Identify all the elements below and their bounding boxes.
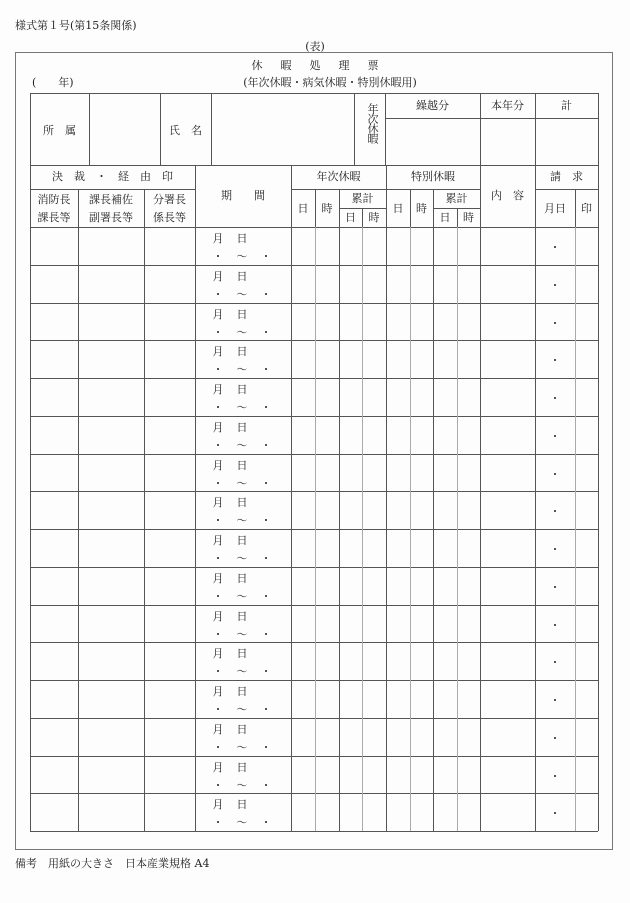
period-month: 月 xyxy=(212,383,224,396)
request-date-dot: ・ xyxy=(549,241,561,254)
period-tilde: 〜 xyxy=(236,741,248,754)
period-dot: ・ xyxy=(212,741,224,754)
title-char: 理 xyxy=(338,59,350,72)
grid-line xyxy=(386,227,387,831)
period-dot: ・ xyxy=(212,514,224,527)
period-dot: ・ xyxy=(212,628,224,641)
annual-cumulative-label: 累計 xyxy=(351,192,374,205)
request-date-dot: ・ xyxy=(549,581,561,594)
grid-line xyxy=(30,303,598,304)
annual-hour-label: 時 xyxy=(321,202,333,215)
grid-line xyxy=(144,227,145,831)
period-month: 月 xyxy=(212,270,224,283)
period-dot: ・ xyxy=(260,590,272,603)
period-month: 月 xyxy=(212,610,224,623)
period-dot: ・ xyxy=(260,816,272,829)
grid-line xyxy=(598,165,599,227)
period-month: 月 xyxy=(212,685,224,698)
period-dot: ・ xyxy=(212,250,224,263)
request-date-dot: ・ xyxy=(549,694,561,707)
period-tilde: 〜 xyxy=(236,628,248,641)
period-month: 月 xyxy=(212,647,224,660)
period-month: 月 xyxy=(212,232,224,245)
period-dot: ・ xyxy=(212,439,224,452)
form-title xyxy=(0,57,630,73)
grid-line xyxy=(30,718,598,719)
period-month: 月 xyxy=(212,723,224,736)
period-day: 日 xyxy=(236,270,248,283)
period-dot: ・ xyxy=(212,363,224,376)
period-day: 日 xyxy=(236,421,248,434)
period-dot: ・ xyxy=(212,477,224,490)
grid-line xyxy=(211,93,212,165)
period-dot: ・ xyxy=(260,363,272,376)
grid-line xyxy=(30,793,598,794)
period-dot: ・ xyxy=(260,779,272,792)
title-char: 票 xyxy=(367,59,379,72)
grid-line xyxy=(535,227,536,831)
grid-line xyxy=(30,93,598,94)
grid-line xyxy=(30,165,598,166)
period-month: 月 xyxy=(212,308,224,321)
period-dot: ・ xyxy=(212,816,224,829)
period-day: 日 xyxy=(236,572,248,585)
period-dot: ・ xyxy=(212,590,224,603)
period-day: 日 xyxy=(236,383,248,396)
grid-line xyxy=(598,227,599,831)
period-label: 期 間 xyxy=(221,189,265,202)
period-month: 月 xyxy=(212,345,224,358)
request-group-label: 請 求 xyxy=(550,170,583,183)
period-dot: ・ xyxy=(260,628,272,641)
period-month: 月 xyxy=(212,534,224,547)
period-month: 月 xyxy=(212,421,224,434)
period-dot: ・ xyxy=(260,288,272,301)
period-month: 月 xyxy=(212,459,224,472)
request-date-dot: ・ xyxy=(549,807,561,820)
annual-cum-hour-label: 時 xyxy=(368,211,380,224)
deputy-label: 課長補佐 xyxy=(89,193,133,206)
period-dot: ・ xyxy=(212,665,224,678)
period-day: 日 xyxy=(236,459,248,472)
grid-line xyxy=(30,227,598,228)
period-tilde: 〜 xyxy=(236,363,248,376)
annual-group-label: 年次休暇 xyxy=(316,170,361,183)
grid-line xyxy=(30,378,598,379)
total-label: 計 xyxy=(561,99,572,112)
period-tilde: 〜 xyxy=(236,665,248,678)
this-year-label: 本年分 xyxy=(491,99,524,112)
grid-line xyxy=(30,605,598,606)
request-date-dot: ・ xyxy=(549,430,561,443)
period-month: 月 xyxy=(212,572,224,585)
request-date-dot: ・ xyxy=(549,317,561,330)
period-dot: ・ xyxy=(260,703,272,716)
period-tilde: 〜 xyxy=(236,816,248,829)
title-char: 処 xyxy=(309,59,321,72)
period-dot: ・ xyxy=(212,779,224,792)
period-day: 日 xyxy=(236,308,248,321)
period-day: 日 xyxy=(236,685,248,698)
period-dot: ・ xyxy=(260,250,272,263)
deputy-label-2: 副署長等 xyxy=(89,211,133,224)
special-cum-day-label: 日 xyxy=(439,211,451,224)
period-dot: ・ xyxy=(212,552,224,565)
form-subtitle: (年次休暇・病気休暇・特別休暇用) xyxy=(243,76,417,89)
request-date-dot: ・ xyxy=(549,354,561,367)
grid-line xyxy=(30,189,195,190)
annual-day-label: 日 xyxy=(297,202,309,215)
branch-label: 分署長 xyxy=(153,193,186,206)
form-number: 様式第１号(第15条関係) xyxy=(15,19,137,32)
chief-label: 消防長 xyxy=(37,193,71,206)
grid-line xyxy=(410,227,411,831)
grid-line xyxy=(30,454,598,455)
grid-line xyxy=(78,227,79,831)
period-day: 日 xyxy=(236,232,248,245)
request-date-dot: ・ xyxy=(549,279,561,292)
period-dot: ・ xyxy=(260,401,272,414)
grid-line xyxy=(354,93,355,165)
period-tilde: 〜 xyxy=(236,288,248,301)
title-char: 暇 xyxy=(280,59,292,72)
grid-line xyxy=(362,227,363,831)
period-month: 月 xyxy=(212,496,224,509)
side-label: (表) xyxy=(305,40,325,53)
period-dot: ・ xyxy=(212,703,224,716)
special-group-label: 特別休暇 xyxy=(411,170,455,183)
period-month: 月 xyxy=(212,798,224,811)
grid-line xyxy=(291,227,292,831)
special-cumulative-label: 累計 xyxy=(445,192,468,205)
grid-line xyxy=(195,227,196,831)
grid-line xyxy=(535,189,598,190)
grid-line xyxy=(30,491,598,492)
period-dot: ・ xyxy=(212,288,224,301)
period-day: 日 xyxy=(236,496,248,509)
grid-line xyxy=(457,227,458,831)
grid-line xyxy=(480,227,481,831)
period-dot: ・ xyxy=(260,552,272,565)
annual-leave-label: 年次休暇 xyxy=(366,103,379,143)
request-date-dot: ・ xyxy=(549,392,561,405)
period-day: 日 xyxy=(236,647,248,660)
year-field[interactable]: ( 年) xyxy=(32,76,74,89)
period-tilde: 〜 xyxy=(236,250,248,263)
period-dot: ・ xyxy=(212,401,224,414)
grid-line xyxy=(575,227,576,831)
request-date-dot: ・ xyxy=(549,732,561,745)
carryover-label: 繰越分 xyxy=(416,99,449,112)
branch-label-2: 係長等 xyxy=(153,211,186,224)
grid-line xyxy=(30,642,598,643)
period-tilde: 〜 xyxy=(236,514,248,527)
period-dot: ・ xyxy=(212,326,224,339)
request-date-dot: ・ xyxy=(549,656,561,669)
request-date-dot: ・ xyxy=(549,505,561,518)
request-date-dot: ・ xyxy=(549,619,561,632)
period-dot: ・ xyxy=(260,514,272,527)
grid-line xyxy=(30,680,598,681)
grid-line xyxy=(30,529,598,530)
special-day-label: 日 xyxy=(392,202,404,215)
period-tilde: 〜 xyxy=(236,477,248,490)
grid-line xyxy=(30,831,598,832)
grid-line xyxy=(385,118,598,119)
special-cum-hour-label: 時 xyxy=(463,211,474,224)
approval-group-label: 決 裁 ・ 経 由 印 xyxy=(52,170,173,183)
grid-line xyxy=(30,227,31,831)
period-day: 日 xyxy=(236,610,248,623)
footer-note: 備考 用紙の大きさ 日本産業規格 A4 xyxy=(15,857,210,870)
period-tilde: 〜 xyxy=(236,590,248,603)
period-day: 日 xyxy=(236,534,248,547)
period-day: 日 xyxy=(236,761,248,774)
period-tilde: 〜 xyxy=(236,326,248,339)
chief-label-2: 課長等 xyxy=(37,211,71,224)
request-date-dot: ・ xyxy=(549,770,561,783)
grid-line xyxy=(30,416,598,417)
annual-cum-day-label: 日 xyxy=(345,211,356,224)
period-day: 日 xyxy=(236,798,248,811)
grid-line xyxy=(30,340,598,341)
grid-line xyxy=(315,227,316,831)
period-tilde: 〜 xyxy=(236,401,248,414)
request-seal-label: 印 xyxy=(581,202,592,215)
period-tilde: 〜 xyxy=(236,439,248,452)
grid-line xyxy=(89,93,90,165)
period-tilde: 〜 xyxy=(236,552,248,565)
period-dot: ・ xyxy=(260,665,272,678)
period-day: 日 xyxy=(236,345,248,358)
period-month: 月 xyxy=(212,761,224,774)
period-dot: ・ xyxy=(260,326,272,339)
request-month-day-label: 月日 xyxy=(544,202,566,215)
period-dot: ・ xyxy=(260,439,272,452)
name-label: 氏 名 xyxy=(169,124,202,137)
grid-line xyxy=(339,227,340,831)
affiliation-label: 所 属 xyxy=(43,124,76,137)
period-tilde: 〜 xyxy=(236,703,248,716)
request-date-dot: ・ xyxy=(549,468,561,481)
special-hour-label: 時 xyxy=(416,202,427,215)
title-char: 休 xyxy=(251,59,263,72)
grid-line xyxy=(30,567,598,568)
grid-line xyxy=(598,93,599,165)
period-dot: ・ xyxy=(260,477,272,490)
content-label: 内 容 xyxy=(491,189,524,202)
period-day: 日 xyxy=(236,723,248,736)
grid-line xyxy=(30,265,598,266)
period-dot: ・ xyxy=(260,741,272,754)
request-date-dot: ・ xyxy=(549,543,561,556)
period-tilde: 〜 xyxy=(236,779,248,792)
grid-line xyxy=(433,227,434,831)
grid-line xyxy=(30,756,598,757)
